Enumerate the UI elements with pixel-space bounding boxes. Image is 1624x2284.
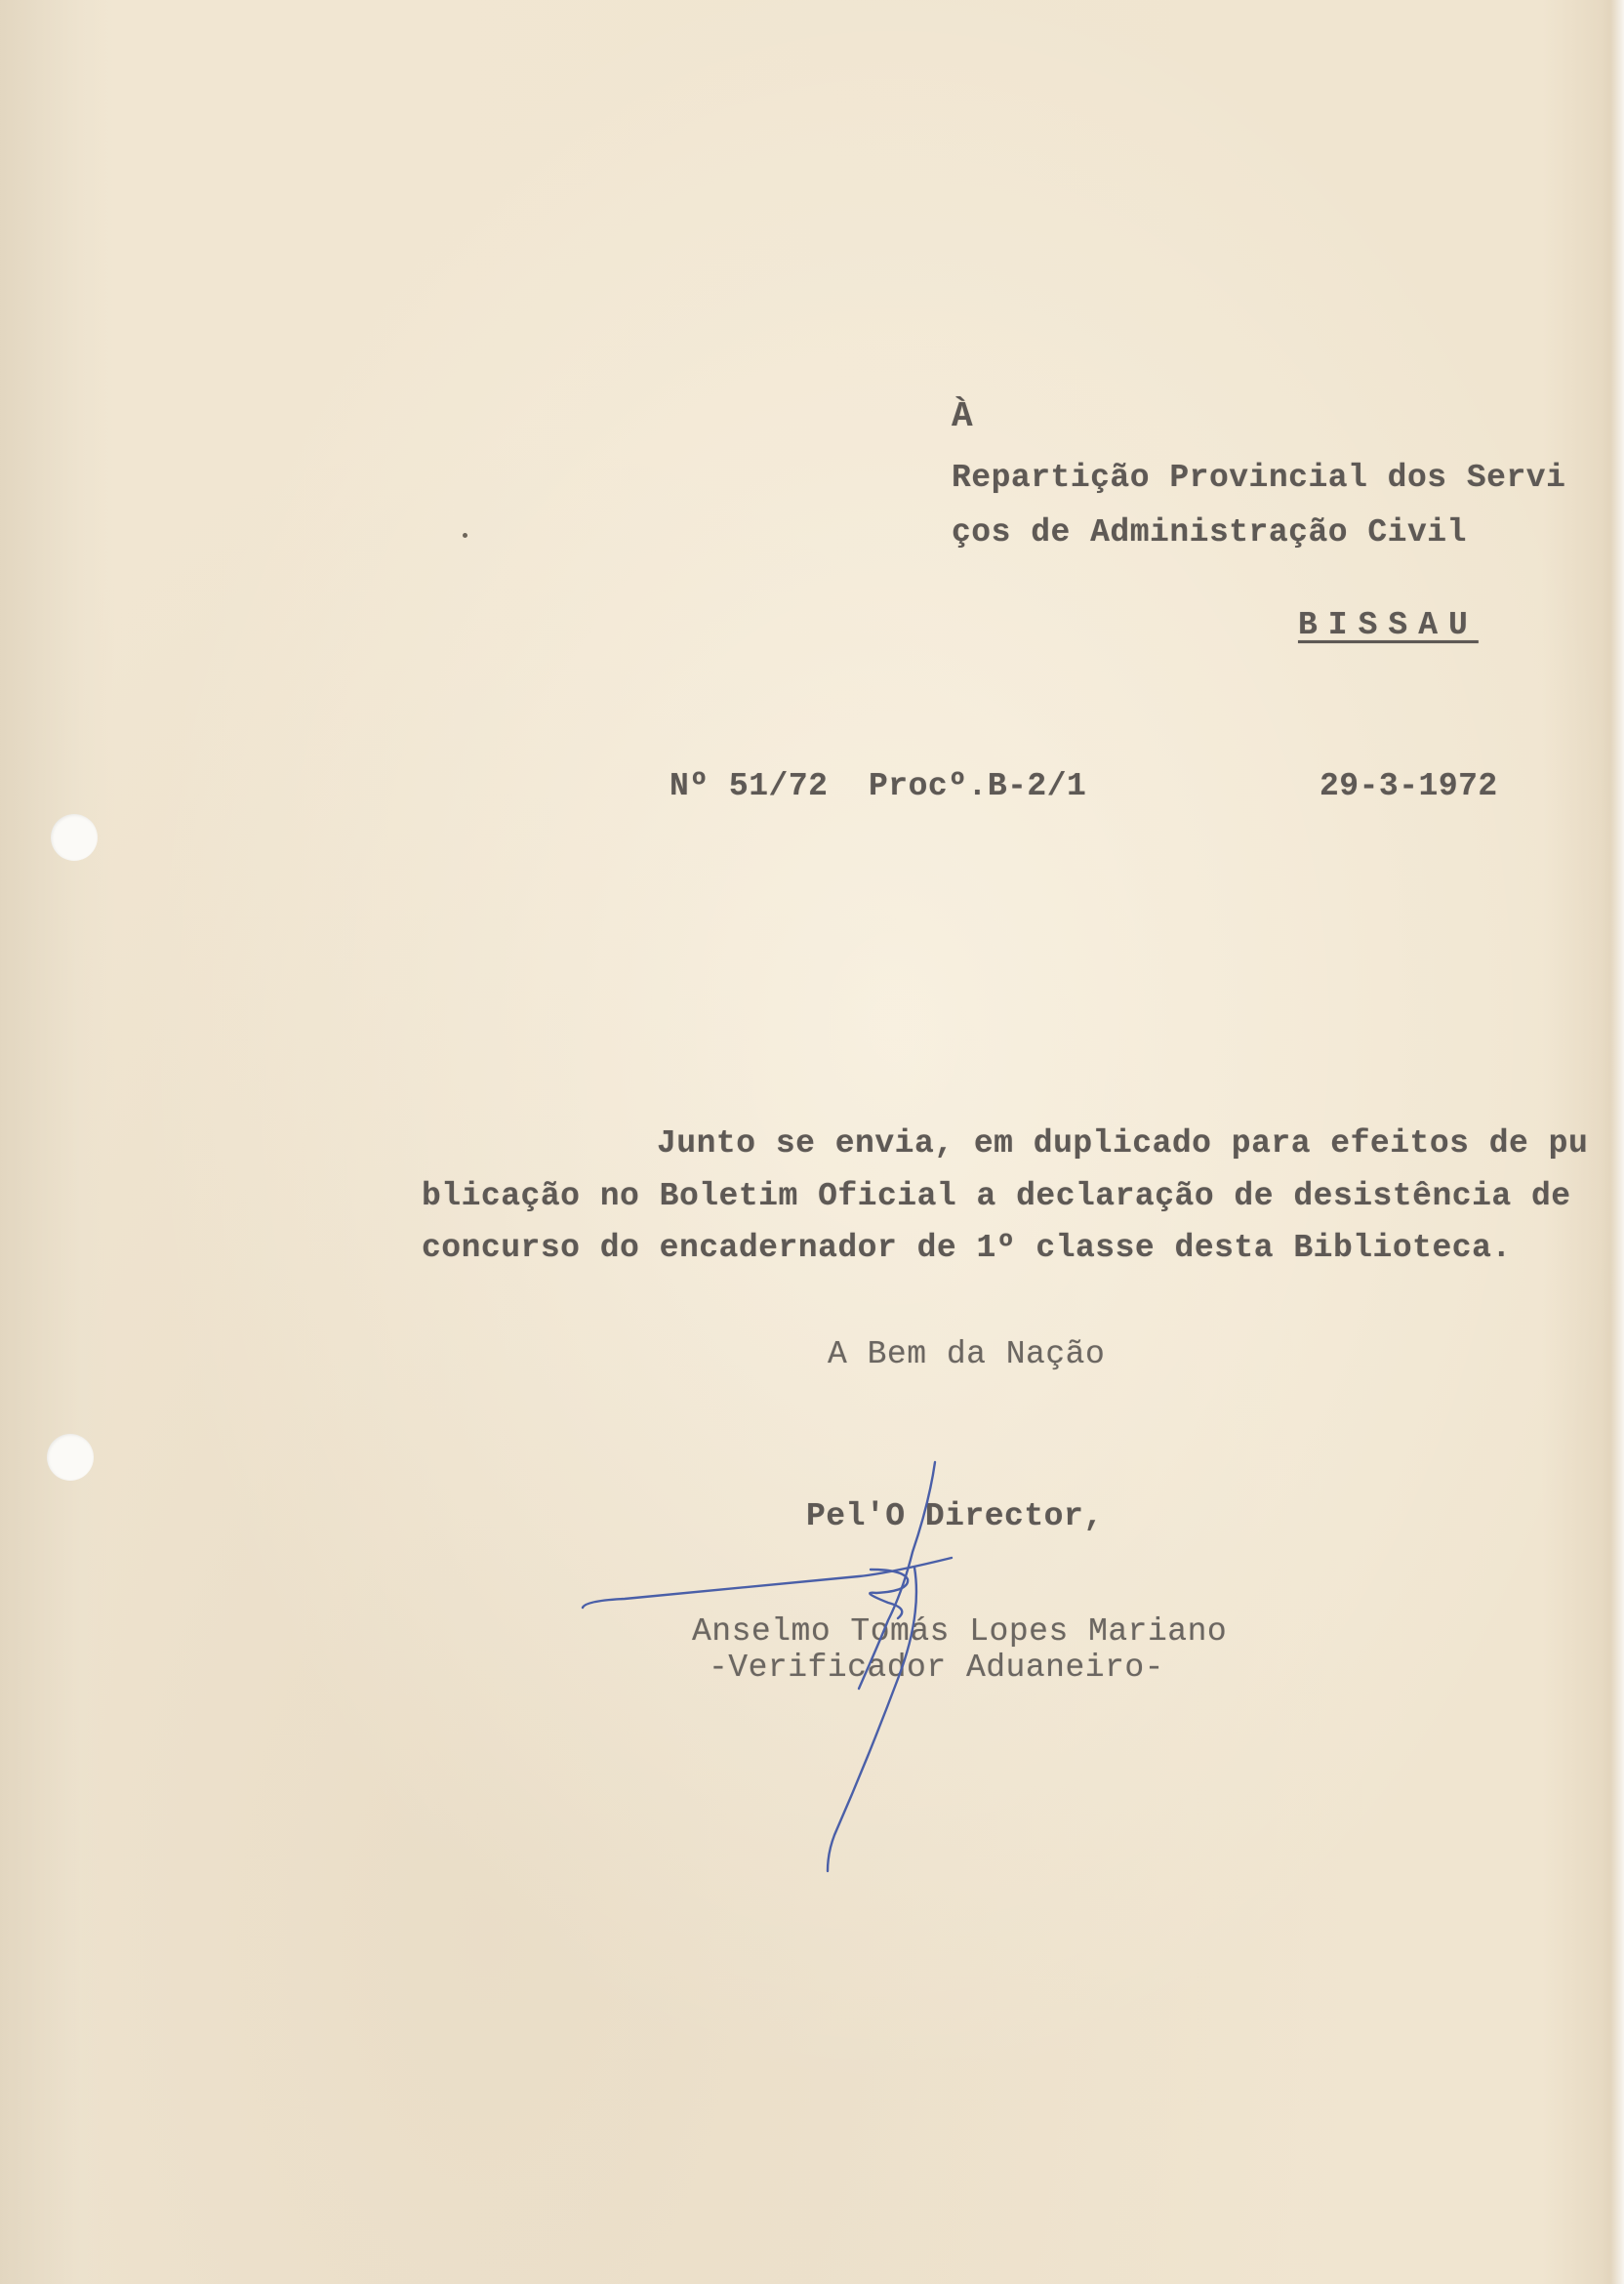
signer-name: Anselmo Tomás Lopes Mariano [692, 1613, 1228, 1650]
handwritten-signature [566, 1445, 976, 1894]
recipient-city: BISSAU [1298, 607, 1479, 643]
recipient-line-2: ços de Administração Civil [952, 514, 1467, 551]
body-line-3: concurso do encadernador de 1º classe desta Biblioteca. [422, 1230, 1512, 1266]
binding-margin [0, 0, 115, 2284]
body-line-2: blicação no Boletim Oficial a declaração de desistência de [422, 1178, 1571, 1214]
signer-title: -Verificador Aduaneiro- [709, 1650, 1164, 1686]
recipient-prefix: À [952, 396, 974, 436]
page-edge [1610, 0, 1624, 2284]
closing-salutation: A Bem da Nação [828, 1336, 1106, 1372]
signature-stroke [870, 1570, 908, 1618]
recipient-line-1: Repartição Provincial dos Servi [952, 460, 1566, 496]
punch-hole-bottom [47, 1434, 94, 1481]
paper-speck [463, 533, 467, 538]
reference-number: Nº 51/72 [670, 768, 829, 804]
punch-hole-top [51, 814, 98, 861]
document-date: 29-3-1972 [1320, 768, 1498, 804]
body-line-1: Junto se envia, em duplicado para efeitos de pu [657, 1125, 1589, 1162]
reference-process: Procº.B-2/1 [869, 768, 1087, 804]
signoff-line: Pel'O Director, [806, 1498, 1104, 1534]
